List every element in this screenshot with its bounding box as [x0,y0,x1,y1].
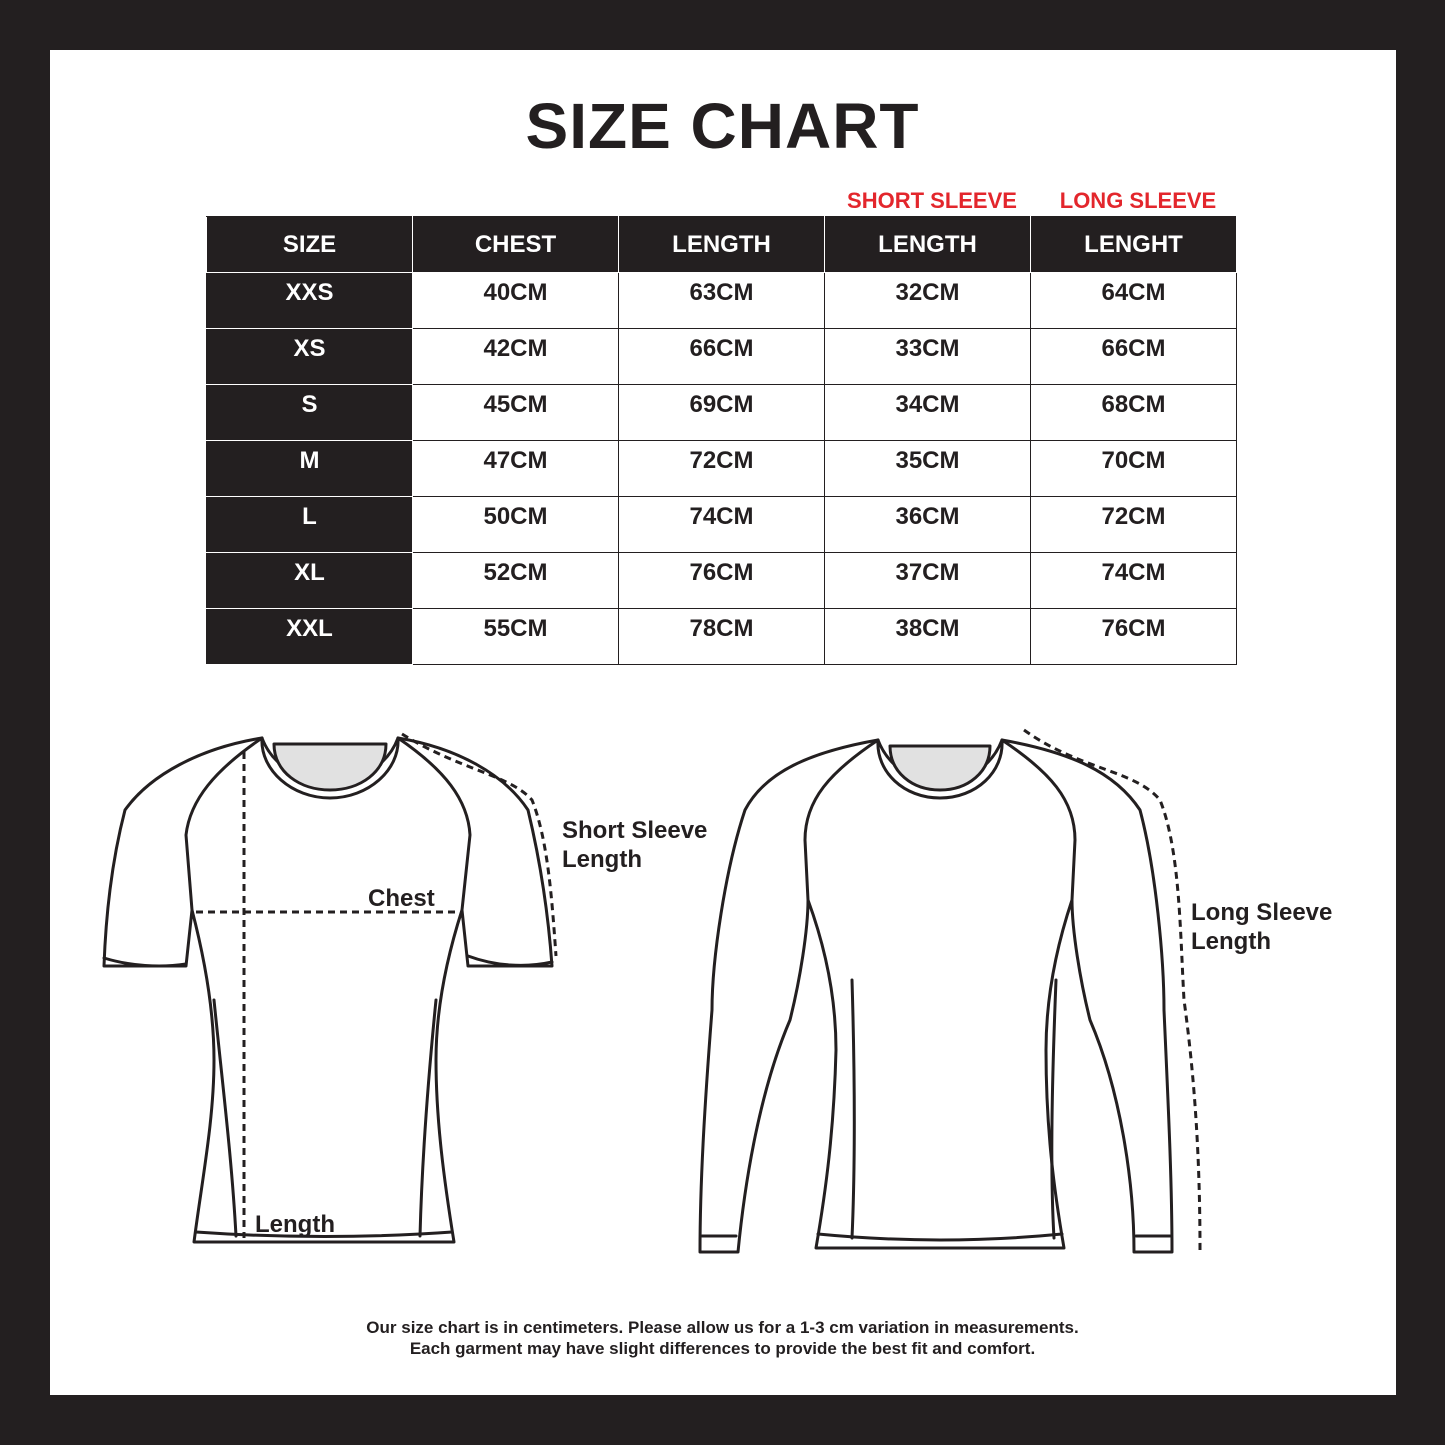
long-sleeve-cell: 72CM [1031,497,1237,553]
length-cell: 69CM [619,385,825,441]
short-sleeve-cell: 35CM [825,441,1031,497]
column-header-long-sleeve-length: LENGHT [1031,217,1237,273]
long-sleeve-cell: 66CM [1031,329,1237,385]
short-sleeve-cell: 36CM [825,497,1031,553]
long-sleeve-cell: 70CM [1031,441,1237,497]
chest-cell: 52CM [413,553,619,609]
chest-label: Chest [368,885,435,912]
footnote-line-2: Each garment may have slight differences to provide the best fit and comfort. [409,1339,1036,1358]
length-cell: 66CM [619,329,825,385]
chest-cell: 42CM [413,329,619,385]
short-sleeve-cell: 32CM [825,273,1031,329]
short-sleeve-group-label: SHORT SLEEVE [847,188,1017,213]
size-cell: XXL [207,609,413,665]
long-sleeve-cell: 68CM [1031,385,1237,441]
column-header-length: LENGTH [619,217,825,273]
size-cell: XL [207,553,413,609]
long-sleeve-cell: 64CM [1031,273,1237,329]
short-sleeve-cell: 37CM [825,553,1031,609]
short-sleeve-cell: 34CM [825,385,1031,441]
chest-cell: 45CM [413,385,619,441]
long-sleeve-length-label-line1: Long Sleeve [1191,899,1333,926]
short-sleeve-cell: 33CM [825,329,1031,385]
long-sleeve-shirt-illustration [700,740,1172,1252]
size-cell: S [207,385,413,441]
column-header-size: SIZE [207,217,413,273]
short-sleeve-length-label-line1: Short Sleeve [562,817,708,844]
length-cell: 63CM [619,273,825,329]
size-cell: L [207,497,413,553]
length-label: Length [255,1211,335,1238]
footnote-line-1: Our size chart is in centimeters. Please allow us for a 1-3 cm variation in measurements. [366,1318,1079,1337]
long-sleeve-length-label-line2: Length [1191,928,1271,955]
long-sleeve-group-label: LONG SLEEVE [1059,188,1217,213]
column-header-short-sleeve-length: LENGTH [825,217,1031,273]
column-header-chest: CHEST [413,217,619,273]
chest-cell: 40CM [413,273,619,329]
short-sleeve-length-label-line2: Length [562,846,642,873]
chest-cell: 47CM [413,441,619,497]
chest-cell: 55CM [413,609,619,665]
size-cell: XXS [207,273,413,329]
short-sleeve-shirt-illustration [104,738,552,1242]
chest-cell: 50CM [413,497,619,553]
size-cell: M [207,441,413,497]
short-sleeve-cell: 38CM [825,609,1031,665]
length-cell: 72CM [619,441,825,497]
long-sleeve-cell: 74CM [1031,553,1237,609]
long-sleeve-cell: 76CM [1031,609,1237,665]
length-cell: 78CM [619,609,825,665]
length-cell: 74CM [619,497,825,553]
page-title: SIZE CHART [525,90,920,162]
length-cell: 76CM [619,553,825,609]
size-cell: XS [207,329,413,385]
